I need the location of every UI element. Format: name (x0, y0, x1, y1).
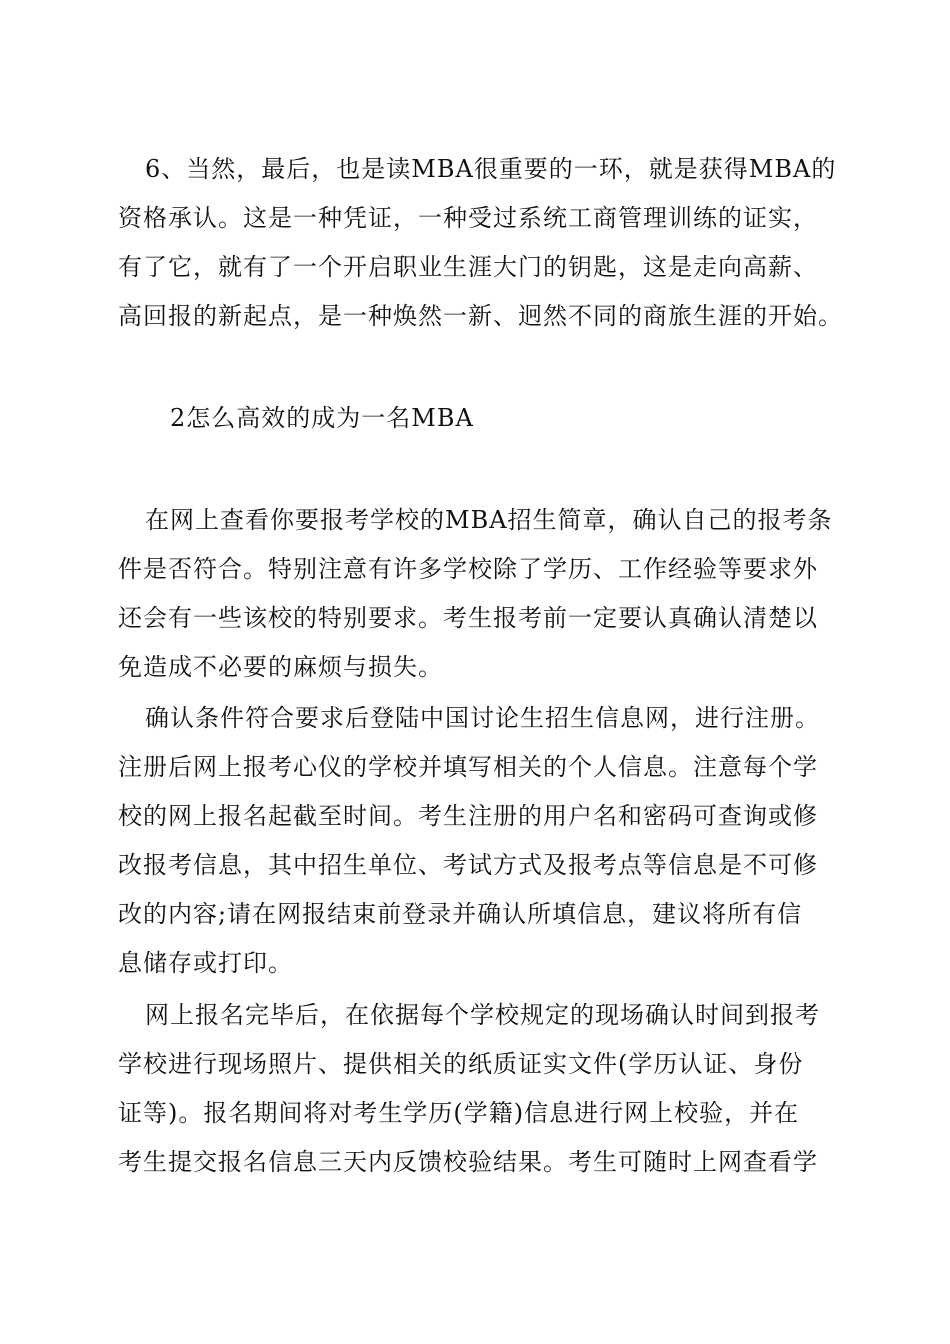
paragraph2-line-1: 确认条件符合要求后登陆中国讨论生招生信息网，进行注册。 (145, 704, 820, 732)
paragraph1-line-2: 件是否符合。特别注意有许多学校除了学历、工作经验等要求外 (118, 555, 818, 583)
paragraph1-line-3: 还会有一些该校的特别要求。考生报考前一定要认真确认清楚以 (118, 604, 818, 632)
paragraph2-line-2: 注册后网上报考心仪的学校并填写相关的个人信息。注意每个学 (118, 753, 818, 781)
paragraph3-line-1: 网上报名完毕后，在依据每个学校规定的现场确认时间到报考 (145, 1001, 820, 1029)
paragraph2-line-4: 改报考信息，其中招生单位、考试方式及报考点等信息是不可修 (118, 851, 818, 879)
paragraph3-line-3: 证等)。报名期间将对考生学历(学籍)信息进行网上校验，并在 (118, 1099, 800, 1127)
paragraph3-line-2: 学校进行现场照片、提供相关的纸质证实文件(学历认证、身份 (118, 1050, 804, 1078)
section1-line-2: 资格承认。这是一种凭证，一种受过系统工商管理训练的证实， (118, 204, 818, 232)
paragraph3-line-4: 考生提交报名信息三天内反馈校验结果。考生可随时上网查看学 (118, 1148, 818, 1176)
section1-line-3: 有了它，就有了一个开启职业生涯大门的钥匙，这是走向高薪、 (118, 253, 818, 281)
section-heading: 2怎么高效的成为一名MBA (170, 404, 474, 432)
section1-line-4: 高回报的新起点，是一种焕然一新、迥然不同的商旅生涯的开始。 (118, 302, 843, 330)
paragraph1-line-1: 在网上查看你要报考学校的MBA招生简章，确认自己的报考条 (145, 506, 833, 534)
paragraph2-line-3: 校的网上报名起截至时间。考生注册的用户名和密码可查询或修 (118, 802, 818, 830)
paragraph2-line-5: 改的内容;请在网报结束前登录并确认所填信息，建议将所有信 (118, 900, 803, 928)
paragraph2-line-6: 息储存或打印。 (118, 949, 293, 977)
section1-line-1: 6、当然，最后，也是读MBA很重要的一环，就是获得MBA的 (145, 155, 837, 183)
paragraph1-line-4: 免造成不必要的麻烦与损失。 (118, 653, 443, 681)
